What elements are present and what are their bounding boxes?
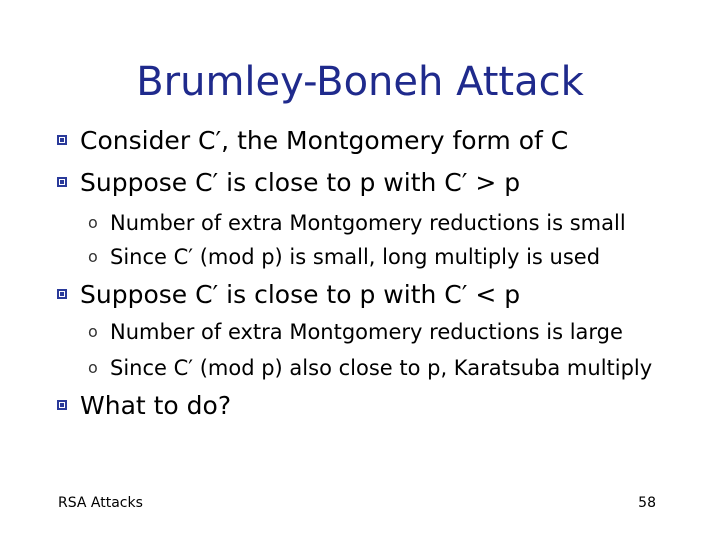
square-bullet-icon [57, 400, 67, 410]
sub-bullet-marker: o [88, 322, 98, 341]
sub-bullet-text: Since C′ (mod p) is small, long multiply is used [110, 245, 601, 269]
sub-bullet-text: Number of extra Montgomery reductions is small [110, 211, 626, 235]
bullet-text: What to do? [80, 391, 232, 420]
square-bullet-icon [57, 135, 67, 145]
square-bullet-icon [57, 177, 67, 187]
sub-bullet-marker: o [88, 213, 98, 232]
square-bullet-icon [57, 289, 67, 299]
sub-bullet-text: Since C′ (mod p) also close to p, Karatsuba multiply [110, 356, 653, 380]
sub-bullet-text: Number of extra Montgomery reductions is large [110, 320, 623, 344]
bullet-text: Suppose C′ is close to p with C′ < p [80, 280, 521, 309]
page-number: 58 [638, 495, 656, 511]
sub-bullet-marker: o [88, 247, 98, 266]
bullet-text: Consider C′, the Montgomery form of C [80, 126, 569, 155]
slide-title: Brumley-Boneh Attack [136, 59, 584, 105]
footer-label: RSA Attacks [58, 495, 143, 511]
sub-bullet-marker: o [88, 358, 98, 377]
bullet-text: Suppose C′ is close to p with C′ > p [80, 168, 521, 197]
